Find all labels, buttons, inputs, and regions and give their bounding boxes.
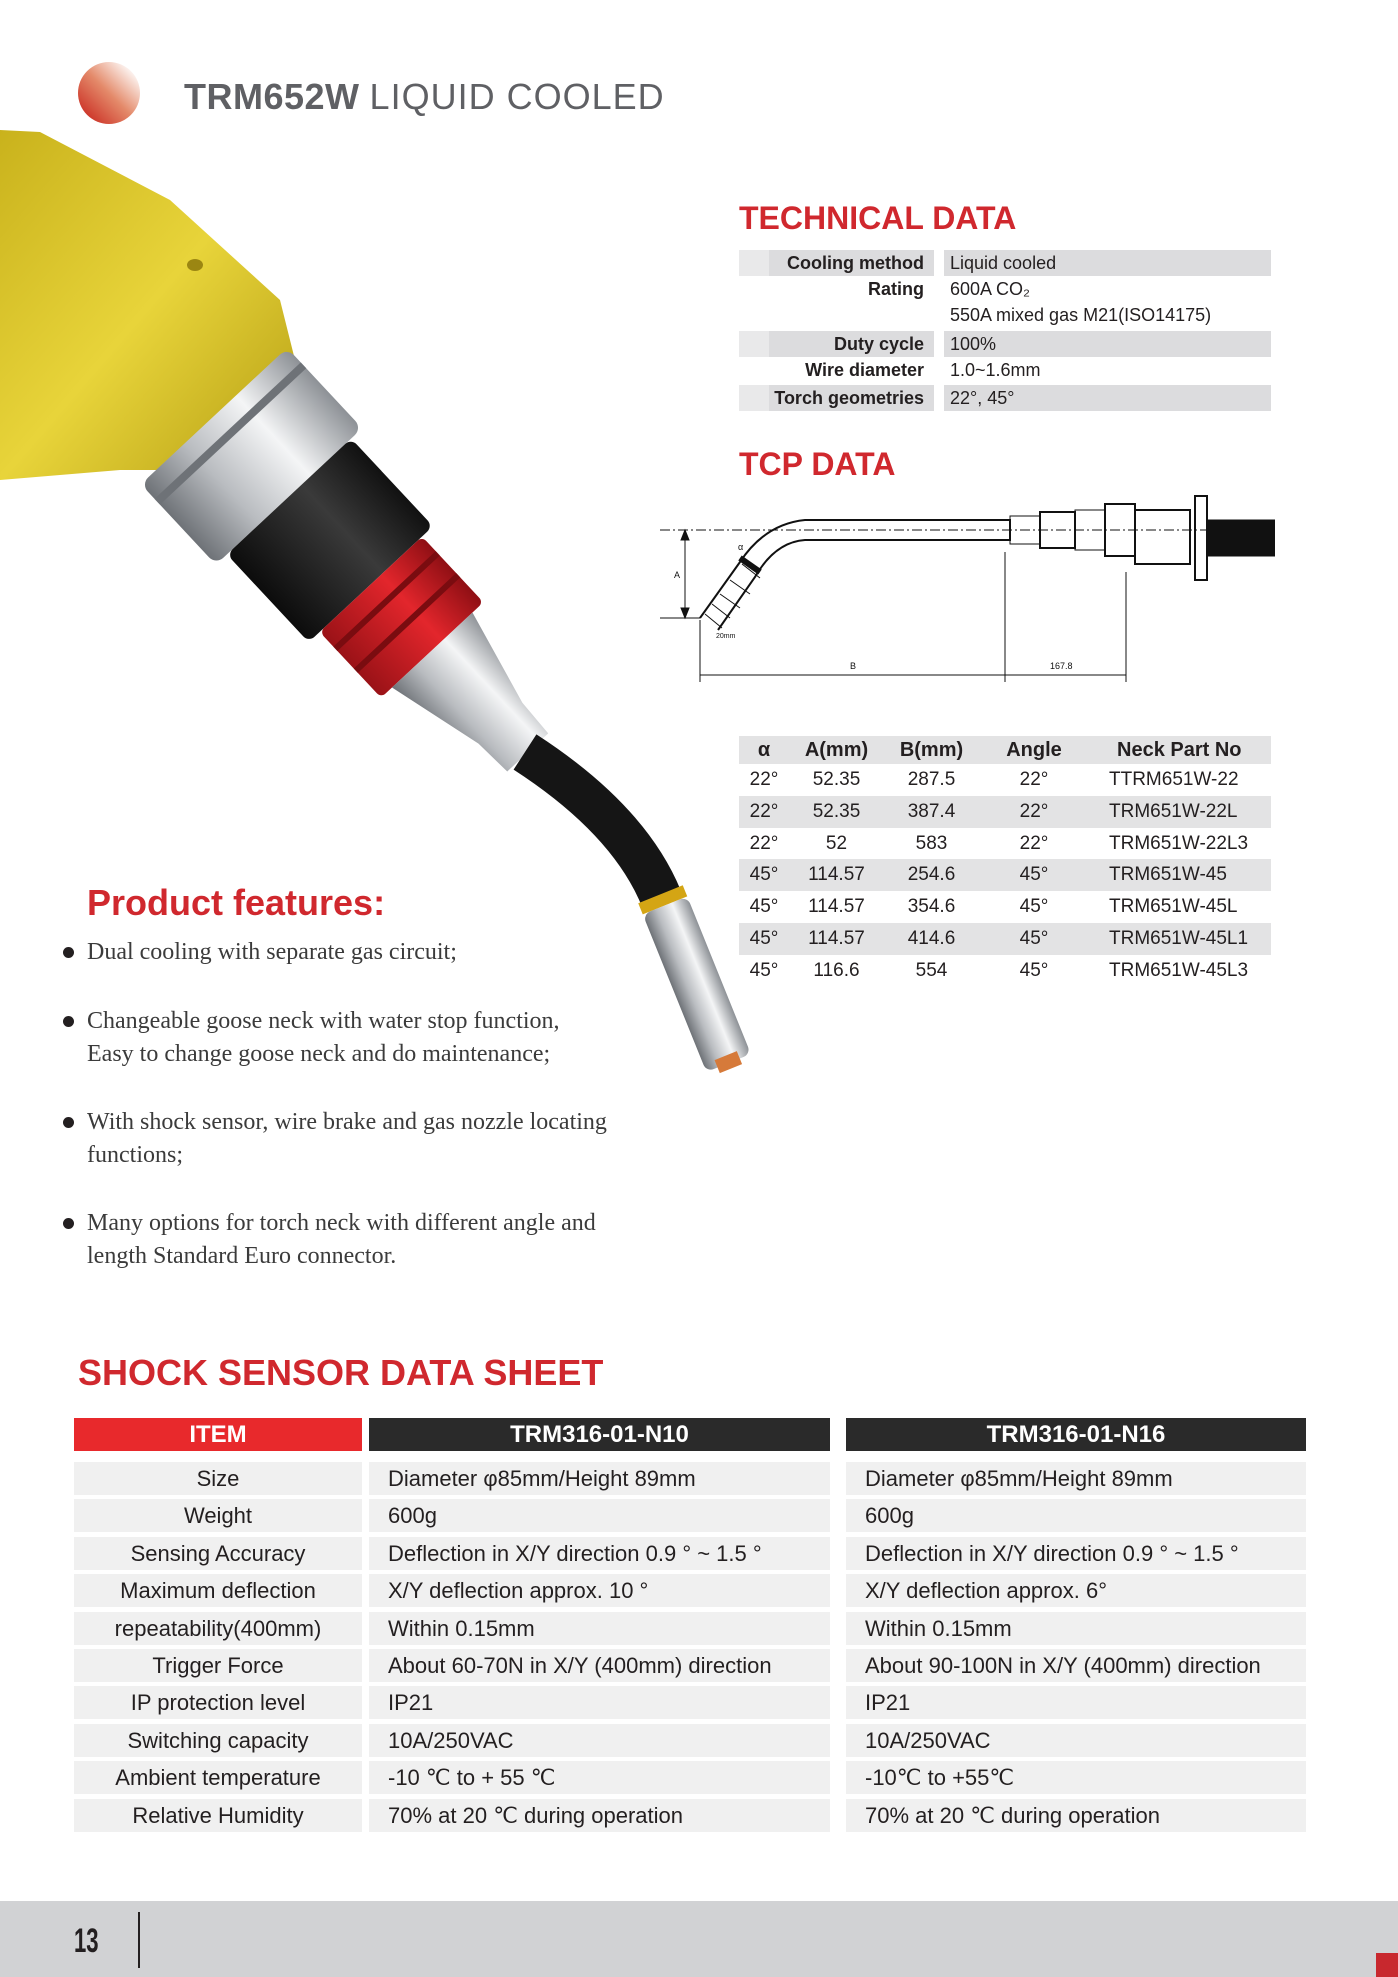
tcp-cell: 52.35	[812, 769, 861, 790]
shock-value-cell: 70% at 20 ℃ during operation	[846, 1799, 1306, 1832]
tcp-table-row	[739, 796, 1271, 828]
shock-sensor-table	[74, 1418, 1306, 1836]
shock-value-cell: 10A/250VAC	[846, 1724, 1306, 1757]
tcp-cell: 354.6	[907, 896, 956, 918]
tech-row	[739, 357, 1271, 383]
shock-value-cell: IP21	[369, 1686, 830, 1719]
tcp-cell: 287.5	[907, 769, 956, 790]
tcp-cell: 45°	[1019, 896, 1049, 918]
tech-label: Cooling method	[739, 250, 934, 276]
feature-text: Many options for torch neck with different angle and	[87, 1210, 596, 1236]
tcp-table-row	[739, 955, 1271, 987]
shock-item-cell: Ambient temperature	[74, 1761, 362, 1794]
shock-value-cell: Deflection in X/Y direction 0.9 ° ~ 1.5 °	[369, 1537, 830, 1570]
shock-value-cell: 600g	[369, 1499, 830, 1532]
tech-row	[739, 385, 1271, 411]
alpha-label: α	[738, 542, 744, 552]
shock-table-row	[74, 1761, 1306, 1794]
shock-item-cell: Weight	[74, 1499, 362, 1532]
shock-value-cell: 10A/250VAC	[369, 1724, 830, 1757]
feature-item	[87, 936, 687, 969]
tech-value: 550A mixed gas M21(ISO14175)	[950, 305, 1212, 325]
feature-text: length Standard Euro connector.	[87, 1243, 397, 1269]
feature-text: Changeable goose neck with water stop function,	[87, 1008, 560, 1034]
shock-header-row	[74, 1418, 1306, 1451]
bullet-icon	[63, 1117, 74, 1128]
shock-value-cell: About 60-70N in X/Y (400mm) direction	[369, 1649, 830, 1682]
tcp-cell: 22°	[1019, 769, 1049, 790]
tcp-cell: 414.6	[907, 927, 956, 949]
tcp-cell: TRM651W-22L3	[1109, 832, 1249, 854]
shock-value-cell: X/Y deflection approx. 6°	[846, 1574, 1306, 1607]
tech-value: Liquid cooled	[944, 250, 1271, 276]
shock-column-header: ITEM	[74, 1418, 362, 1451]
footer-bar	[0, 1901, 1398, 1977]
dimension-a-label: A	[674, 570, 681, 580]
tcp-cell: 116.6	[813, 959, 860, 981]
footer-red-tab	[1376, 1953, 1398, 1977]
shock-table-row	[74, 1724, 1306, 1757]
tcp-cell: TRM651W-45L3	[1109, 959, 1249, 981]
tcp-column-header: Neck Part No	[1117, 739, 1242, 761]
tcp-cell: TRM651W-45	[1109, 864, 1227, 886]
shock-table-row	[74, 1649, 1306, 1682]
tcp-cell: TRM651W-22L	[1109, 800, 1238, 822]
tcp-table-row	[739, 923, 1271, 955]
model-name: TRM652W	[184, 76, 360, 117]
feature-item	[87, 1207, 687, 1273]
tcp-column-header: A(mm)	[804, 739, 869, 761]
tcp-cell: 45°	[749, 927, 779, 949]
tcp-cell: 22°	[749, 800, 779, 822]
shock-table-row	[74, 1462, 1306, 1495]
shock-value-cell: -10℃ to +55℃	[846, 1761, 1306, 1794]
bullet-icon	[63, 1218, 74, 1229]
feature-text: Easy to change goose neck and do maintenance;	[87, 1041, 551, 1067]
feature-item	[87, 1005, 687, 1071]
product-features-heading: Product features:	[87, 882, 386, 923]
tcp-cell: 22°	[749, 769, 779, 790]
tech-label: Rating	[868, 279, 924, 299]
feature-text: Dual cooling with separate gas circuit;	[87, 939, 457, 965]
tcp-cell: 114.57	[808, 896, 865, 918]
tech-label	[739, 302, 934, 328]
tech-row	[739, 250, 1271, 276]
shock-value-cell: Within 0.15mm	[369, 1612, 830, 1645]
shock-item-cell: Maximum deflection	[74, 1574, 362, 1607]
shock-value-cell: 600g	[846, 1499, 1306, 1532]
connector-length-label: 167.8	[1050, 661, 1073, 671]
technical-data-heading: TECHNICAL DATA	[739, 200, 1017, 236]
shock-table-row	[74, 1612, 1306, 1645]
tcp-cell: 45°	[1019, 959, 1049, 981]
tcp-cell: TRM651W-45L	[1109, 896, 1238, 918]
shock-table-row	[74, 1686, 1306, 1719]
tcp-cell: 583	[915, 832, 948, 854]
tcp-column-header: Angle	[1006, 739, 1062, 761]
shock-value-cell: -10 ℃ to + 55 ℃	[369, 1761, 830, 1794]
shock-value-cell: About 90-100N in X/Y (400mm) direction	[846, 1649, 1306, 1682]
dimension-b-label: B	[850, 661, 857, 671]
tcp-cell: 22°	[1019, 800, 1049, 822]
tcp-cell: 22°	[1019, 832, 1049, 854]
bullet-icon	[63, 947, 74, 958]
tcp-cell: 45°	[749, 896, 779, 918]
tcp-table-row	[739, 764, 1271, 796]
tcp-cell: 45°	[1019, 927, 1049, 949]
tech-row	[739, 331, 1271, 357]
shock-value-cell: Diameter φ85mm/Height 89mm	[846, 1462, 1306, 1495]
shock-value-cell: X/Y deflection approx. 10 °	[369, 1574, 830, 1607]
tcp-cell: 114.57	[808, 927, 865, 949]
tcp-cell: 52	[825, 832, 848, 854]
shock-table-row	[74, 1499, 1306, 1532]
shock-item-cell: repeatability(400mm)	[74, 1612, 362, 1645]
tcp-cell: 114.57	[808, 864, 865, 886]
tech-label: Wire diameter	[805, 360, 924, 380]
shock-table-row	[74, 1574, 1306, 1607]
tcp-cell: 52.35	[812, 800, 861, 822]
shock-item-cell: Sensing Accuracy	[74, 1537, 362, 1570]
shock-value-cell: 70% at 20 ℃ during operation	[369, 1799, 830, 1832]
feature-text: functions;	[87, 1142, 183, 1168]
shock-item-cell: Trigger Force	[74, 1649, 362, 1682]
shock-item-cell: Size	[74, 1462, 362, 1495]
tcp-table-row	[739, 891, 1271, 923]
shock-value-cell: Within 0.15mm	[846, 1612, 1306, 1645]
tcp-table-row	[739, 828, 1271, 860]
tcp-cell: TTRM651W-22	[1109, 769, 1239, 790]
tcp-cell: TRM651W-45L1	[1109, 927, 1249, 949]
tcp-header-row	[739, 736, 1271, 764]
feature-text: With shock sensor, wire brake and gas nozzle locating	[87, 1109, 607, 1135]
page-number: 13	[74, 1922, 99, 1960]
tech-value: 600A CO₂	[950, 279, 1031, 299]
tcp-data-heading: TCP DATA	[739, 446, 896, 482]
tcp-column-header: α	[757, 739, 771, 761]
shock-item-cell: IP protection level	[74, 1686, 362, 1719]
tech-value: 22°, 45°	[944, 385, 1271, 411]
shock-sensor-heading: SHOCK SENSOR DATA SHEET	[78, 1352, 604, 1393]
shock-table-row	[74, 1537, 1306, 1570]
tcp-diagram	[660, 482, 1275, 687]
tcp-cell: 45°	[1019, 864, 1049, 886]
tcp-cell: 554	[915, 959, 948, 981]
tcp-cell: 45°	[749, 864, 779, 886]
shock-value-cell: Deflection in X/Y direction 0.9 ° ~ 1.5 °	[846, 1537, 1306, 1570]
tech-value: 1.0~1.6mm	[950, 360, 1041, 380]
tcp-cell: 22°	[749, 832, 779, 854]
tech-label: Duty cycle	[739, 331, 934, 357]
shock-table-row	[74, 1799, 1306, 1832]
footer-divider	[138, 1912, 140, 1968]
shock-item-cell: Switching capacity	[74, 1724, 362, 1757]
technical-data-table	[739, 250, 1271, 411]
feature-item	[87, 1106, 687, 1172]
model-subtitle: LIQUID COOLED	[369, 76, 665, 117]
shock-value-cell: Diameter φ85mm/Height 89mm	[369, 1462, 830, 1495]
bullet-icon	[63, 1016, 74, 1027]
tcp-cell: 45°	[749, 959, 779, 981]
tech-row	[739, 276, 1271, 302]
tech-row	[739, 302, 1271, 328]
tcp-cell: 387.4	[907, 800, 956, 822]
shock-value-cell: IP21	[846, 1686, 1306, 1719]
tcp-data-table	[739, 736, 1271, 987]
tcp-column-header: B(mm)	[899, 739, 964, 761]
tip-length-label: 20mm	[716, 633, 736, 640]
tcp-table-row	[739, 859, 1271, 891]
tech-value: 100%	[944, 331, 1271, 357]
shock-item-cell: Relative Humidity	[74, 1799, 362, 1832]
shock-column-header: TRM316-01-N10	[369, 1418, 830, 1451]
shock-column-header: TRM316-01-N16	[846, 1418, 1306, 1451]
tcp-cell: 254.6	[907, 864, 956, 886]
tech-label: Torch geometries	[739, 385, 934, 411]
